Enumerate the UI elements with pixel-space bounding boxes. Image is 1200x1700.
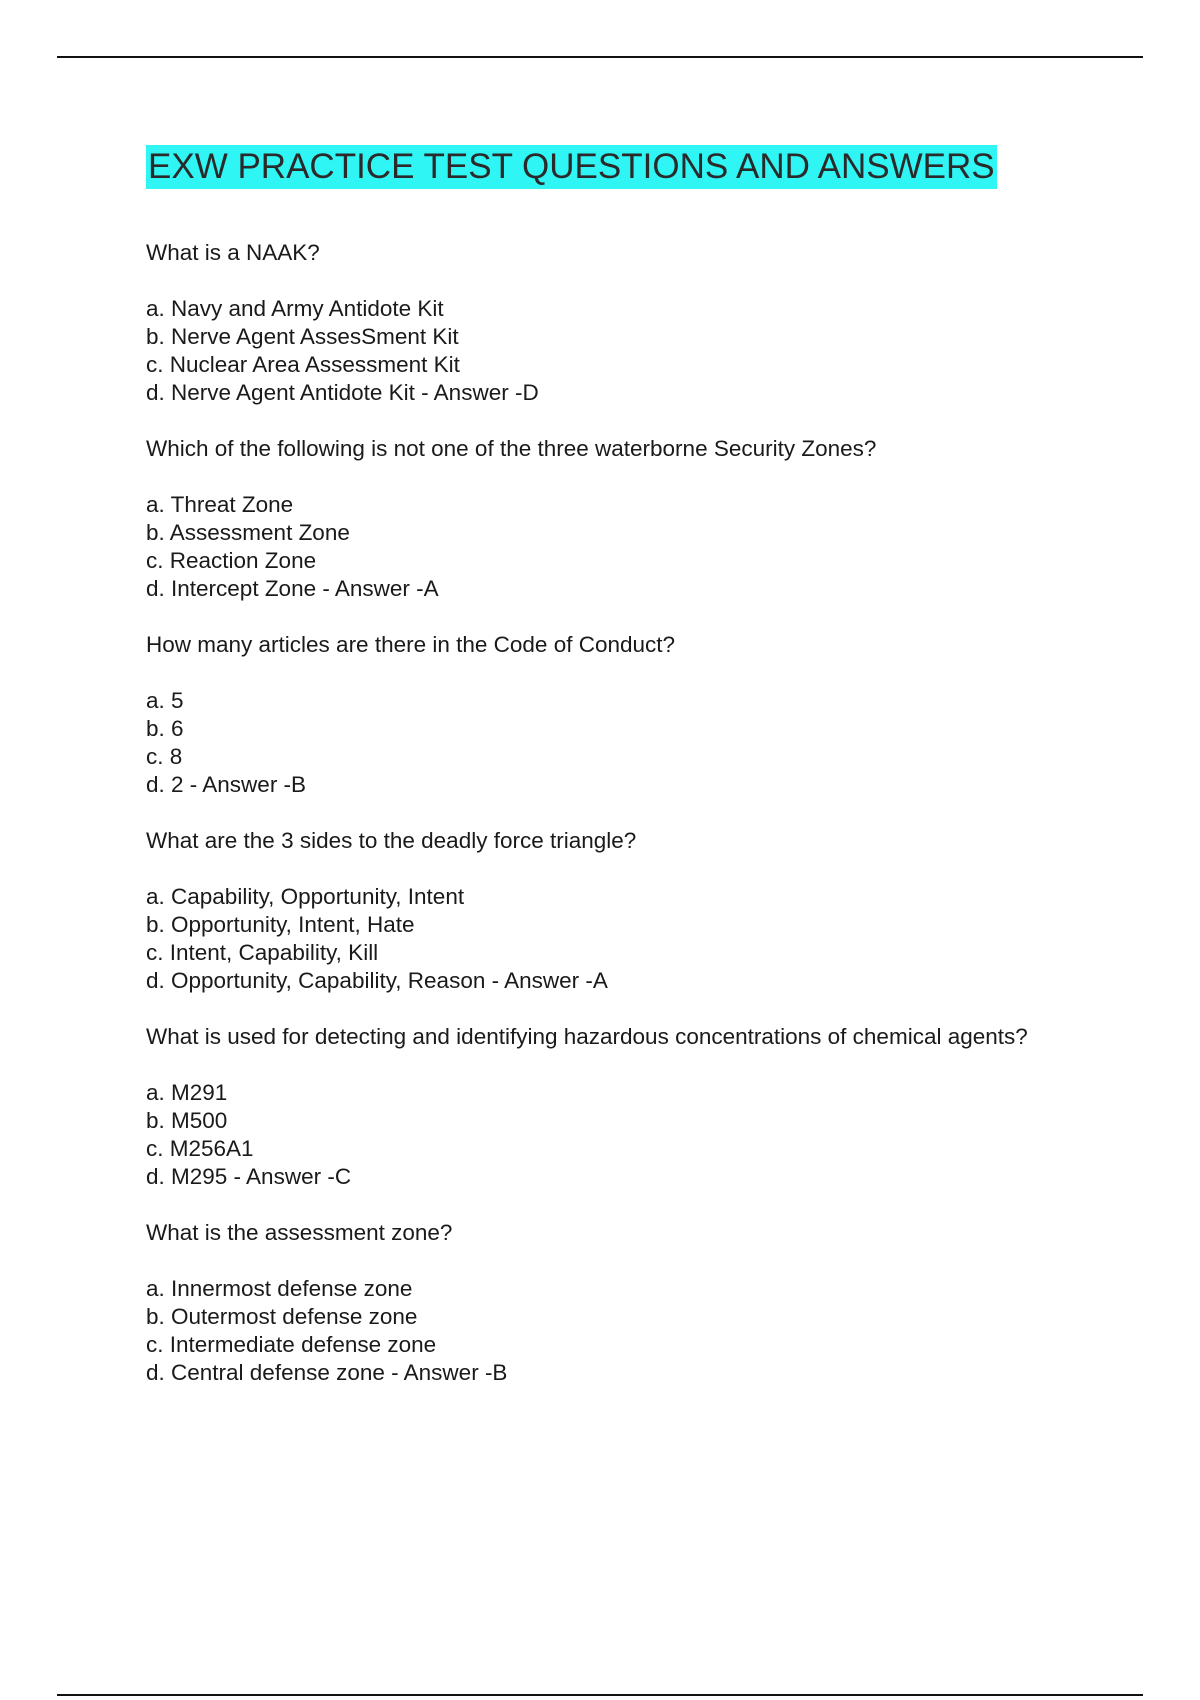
question-block <box>146 435 1046 603</box>
question-text: What are the 3 sides to the deadly force triangle? <box>146 828 637 853</box>
answer-option: d. Nerve Agent Antidote Kit - Answer -D <box>146 380 539 405</box>
answer-option: c. Intermediate defense zone <box>146 1332 437 1357</box>
question-text: Which of the following is not one of the three waterborne Security Zones? <box>146 436 877 461</box>
answer-option: a. Navy and Army Antidote Kit <box>146 296 444 321</box>
answer-option: b. Assessment Zone <box>146 520 350 545</box>
answer-option: b. 6 <box>146 716 184 741</box>
document-title: EXW PRACTICE TEST QUESTIONS AND ANSWERS <box>146 145 997 189</box>
answer-option: c. Reaction Zone <box>146 548 317 573</box>
answer-option: a. M291 <box>146 1080 228 1105</box>
answer-option: d. Opportunity, Capability, Reason - Answer -A <box>146 968 608 993</box>
answer-option: c. Nuclear Area Assessment Kit <box>146 352 460 377</box>
question-text: What is a NAAK? <box>146 240 320 265</box>
question-block <box>146 1219 1046 1387</box>
answer-option: b. Outermost defense zone <box>146 1304 418 1329</box>
question-block <box>146 1023 1046 1191</box>
answer-option: a. Threat Zone <box>146 492 294 517</box>
answer-option: d. Intercept Zone - Answer -A <box>146 576 439 601</box>
document-body <box>146 145 1046 1415</box>
answer-options <box>146 1275 1046 1387</box>
answer-options <box>146 491 1046 603</box>
answer-options <box>146 295 1046 407</box>
question-text: How many articles are there in the Code of Conduct? <box>146 632 676 657</box>
answer-option: c. 8 <box>146 744 183 769</box>
answer-option: b. Nerve Agent AssesSment Kit <box>146 324 459 349</box>
answer-option: a. Innermost defense zone <box>146 1276 413 1301</box>
answer-option: c. Intent, Capability, Kill <box>146 940 379 965</box>
answer-option: a. 5 <box>146 688 184 713</box>
answer-option: d. M295 - Answer -C <box>146 1164 352 1189</box>
answer-option: c. M256A1 <box>146 1136 254 1161</box>
answer-option: a. Capability, Opportunity, Intent <box>146 884 465 909</box>
question-block <box>146 239 1046 407</box>
answer-options <box>146 1079 1046 1191</box>
question-list <box>146 239 1046 1387</box>
question-text: What is used for detecting and identifying hazardous concentrations of chemical agents? <box>146 1024 1028 1049</box>
answer-option: b. Opportunity, Intent, Hate <box>146 912 415 937</box>
answer-option: d. 2 - Answer -B <box>146 772 307 797</box>
answer-option: d. Central defense zone - Answer -B <box>146 1360 508 1385</box>
question-block <box>146 631 1046 799</box>
question-text: What is the assessment zone? <box>146 1220 453 1245</box>
answer-options <box>146 687 1046 799</box>
question-block <box>146 827 1046 995</box>
bottom-rule <box>57 1694 1143 1696</box>
answer-option: b. M500 <box>146 1108 228 1133</box>
answer-options <box>146 883 1046 995</box>
top-rule <box>57 56 1143 58</box>
